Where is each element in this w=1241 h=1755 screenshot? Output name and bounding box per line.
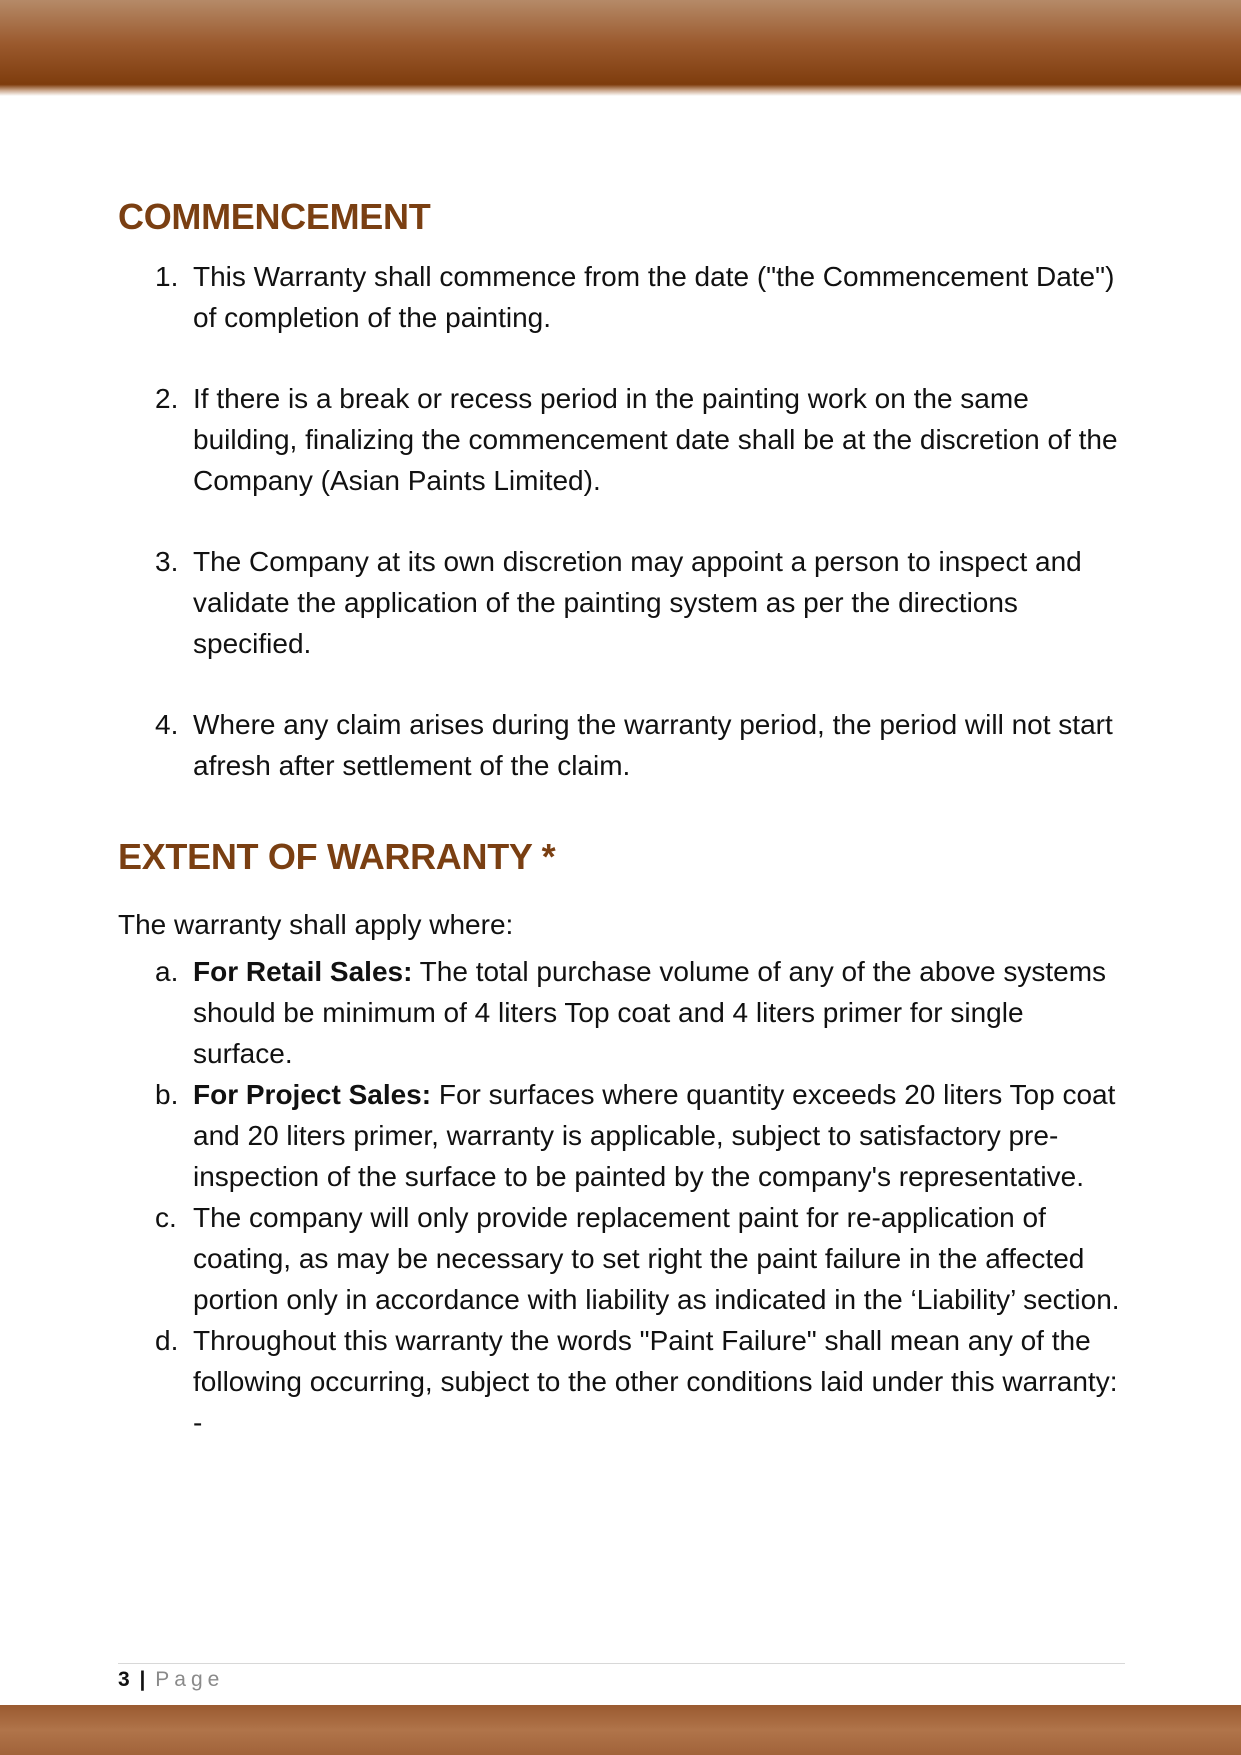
list-marker: 1. [155, 261, 179, 292]
list-item [118, 704, 1128, 786]
list-marker: 2. [155, 383, 179, 414]
list-marker: b. [155, 1079, 179, 1110]
list-item-text: Where any claim arises during the warranty period, the period will not start afresh after settlement of the claim. [193, 709, 1113, 781]
list-marker: 4. [155, 709, 179, 740]
list-item [118, 1320, 1128, 1443]
list-item-lead: For Project Sales: [193, 1079, 432, 1110]
page-number: 3 [118, 1668, 130, 1691]
section-title-commencement: COMMENCEMENT [118, 196, 431, 237]
list-item [118, 1074, 1128, 1197]
list-item-text: This Warranty shall commence from the date ("the Commencement Date") of completion of the painting. [193, 261, 1115, 333]
page-label: Page [155, 1668, 225, 1691]
list-item [118, 256, 1128, 338]
list-item-lead: For Retail Sales: [193, 956, 413, 987]
list-item-text: For surfaces where quantity exceeds 20 liters Top coat and 20 liters primer, warranty is applicable, subject to satisfactory pre-inspection of the surface to be painted by the company's representative. [193, 1079, 1116, 1192]
extent-intro: The warranty shall apply where: [118, 909, 514, 940]
page-footer [118, 1663, 1125, 1692]
list-marker: d. [155, 1325, 179, 1356]
list-item-text: If there is a break or recess period in the painting work on the same building, finalizing the commencement date shall be at the discretion of the Company (Asian Paints Limited). [193, 383, 1118, 496]
extent-list [118, 951, 1128, 1443]
section-title-extent-of-warranty: EXTENT OF WARRANTY * [118, 836, 556, 877]
list-item [118, 951, 1128, 1074]
list-item-text: The company will only provide replacement paint for re-application of coating, as may be necessary to set right the paint failure in the affected portion only in accordance with liability as indicated in the ‘Liability’ section. [193, 1202, 1120, 1315]
footer-band [0, 1705, 1241, 1755]
list-item [118, 1197, 1128, 1320]
list-marker: 3. [155, 546, 179, 577]
list-marker: c. [155, 1202, 177, 1233]
header-band [0, 0, 1241, 96]
list-item [118, 541, 1128, 664]
page-separator: | [139, 1668, 146, 1691]
document-body [118, 196, 1128, 1443]
list-item-text: The total purchase volume of any of the above systems should be minimum of 4 liters Top coat and 4 liters primer for single surface. [193, 956, 1107, 1069]
list-marker: a. [155, 956, 179, 987]
list-item-text: Throughout this warranty the words "Paint Failure" shall mean any of the following occurring, subject to the other conditions laid under this warranty: - [193, 1325, 1118, 1438]
list-item-text: The Company at its own discretion may appoint a person to inspect and validate the application of the painting system as per the directions specified. [193, 546, 1082, 659]
list-item [118, 378, 1128, 501]
commencement-list [118, 256, 1128, 786]
